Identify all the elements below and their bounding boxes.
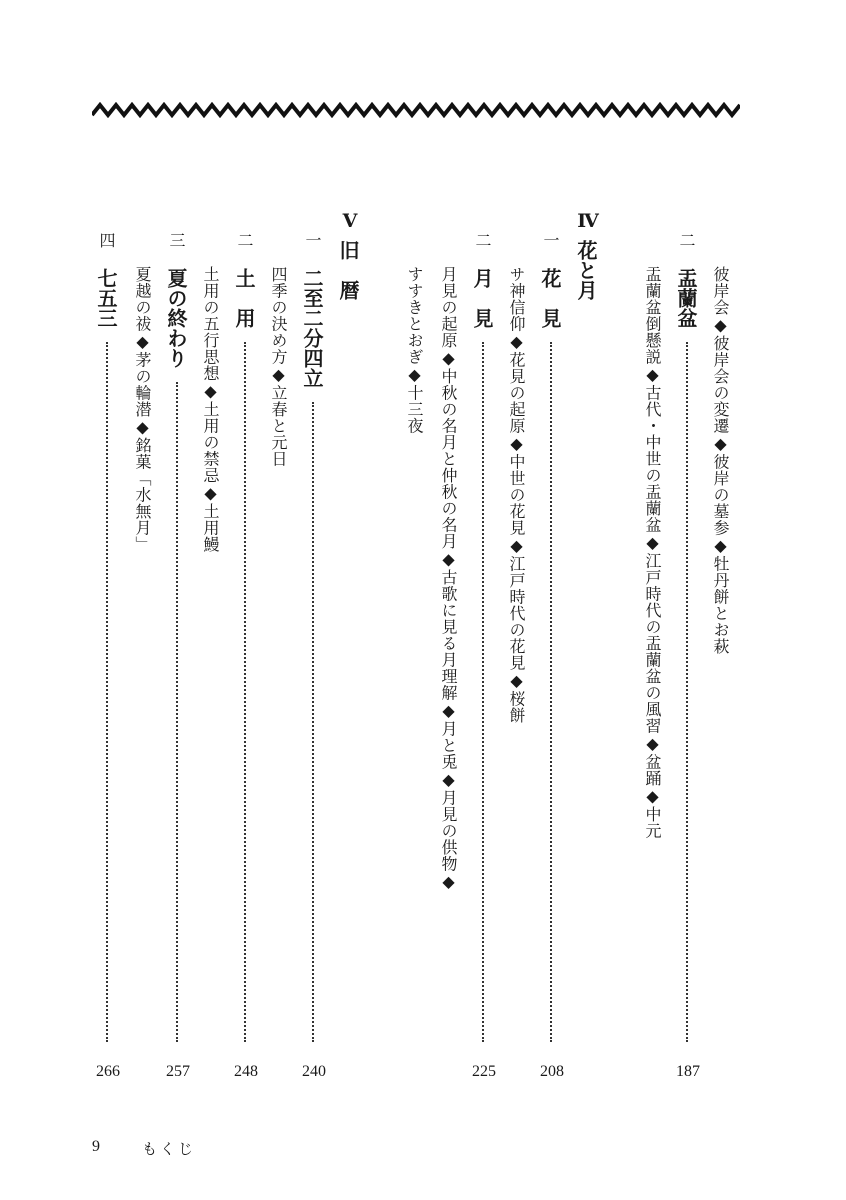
leader-dots: [176, 382, 178, 1042]
entry-subtopics: 夏越の祓◆茅の輪潜◆銘菓「水無月」: [133, 266, 152, 553]
entry-number: 一: [303, 232, 322, 248]
page-number: 248: [234, 1063, 258, 1080]
entry-subtopics: 土用の五行思想◆土用の禁忌◆土用鰻: [201, 266, 220, 553]
footer-page-number: 9: [92, 1138, 100, 1155]
entry-title: 夏の終わり: [164, 268, 188, 368]
leader-dots: [312, 402, 314, 1042]
entry-number: 四: [97, 232, 116, 248]
entry-subtopics: 四季の決め方◆立春と元日: [269, 266, 288, 467]
entry-title: 盂蘭盆: [674, 268, 698, 328]
entry-title: 月 見: [470, 268, 494, 328]
zigzag-rule: [92, 102, 740, 118]
entry-number: 一: [541, 232, 560, 248]
part-title: 旧 暦: [336, 240, 360, 300]
entry-subtopics: サ神信仰◆花見の起原◆中世の花見◆江戸時代の花見◆桜餅: [507, 266, 526, 724]
part-number: Ⅴ: [339, 210, 361, 232]
entry-title: 二至二分四立: [300, 268, 324, 388]
entry-number: 二: [473, 232, 492, 248]
page-number: 257: [166, 1063, 190, 1080]
part-title: 花と月: [574, 240, 598, 300]
page-number: 187: [676, 1063, 700, 1080]
part-number: Ⅳ: [577, 210, 599, 232]
leader-dots: [244, 342, 246, 1042]
page-number: 266: [96, 1063, 120, 1080]
leader-dots: [686, 342, 688, 1042]
entry-title: 七五三: [94, 268, 118, 328]
leader-dots: [106, 342, 108, 1042]
entry-subtopics: 盂蘭盆倒懸説◆古代・中世の盂蘭盆◆江戸時代の盂蘭盆の風習◆盆踊◆中元: [643, 266, 662, 839]
footer-title: もくじ: [142, 1140, 197, 1158]
entry-number: 二: [235, 232, 254, 248]
entry-number: 二: [677, 232, 696, 248]
entry-number: 三: [167, 232, 186, 248]
entry-title: 花 見: [538, 268, 562, 328]
page-number: 240: [302, 1063, 326, 1080]
page-number: 225: [472, 1063, 496, 1080]
page-number: 208: [540, 1063, 564, 1080]
entry-subtopics: 彼岸会◆彼岸会の変遷◆彼岸の墓参◆牡丹餅とお萩: [711, 266, 730, 655]
entry-subtopics: 月見の起原◆中秋の名月と仲秋の名月◆古歌に見る月理解◆月と兎◆月見の供物◆: [439, 266, 458, 892]
leader-dots: [482, 342, 484, 1042]
leader-dots: [550, 342, 552, 1042]
entry-title: 土 用: [232, 268, 256, 328]
entry-subtopics: すすきとおぎ◆十三夜: [405, 266, 424, 434]
